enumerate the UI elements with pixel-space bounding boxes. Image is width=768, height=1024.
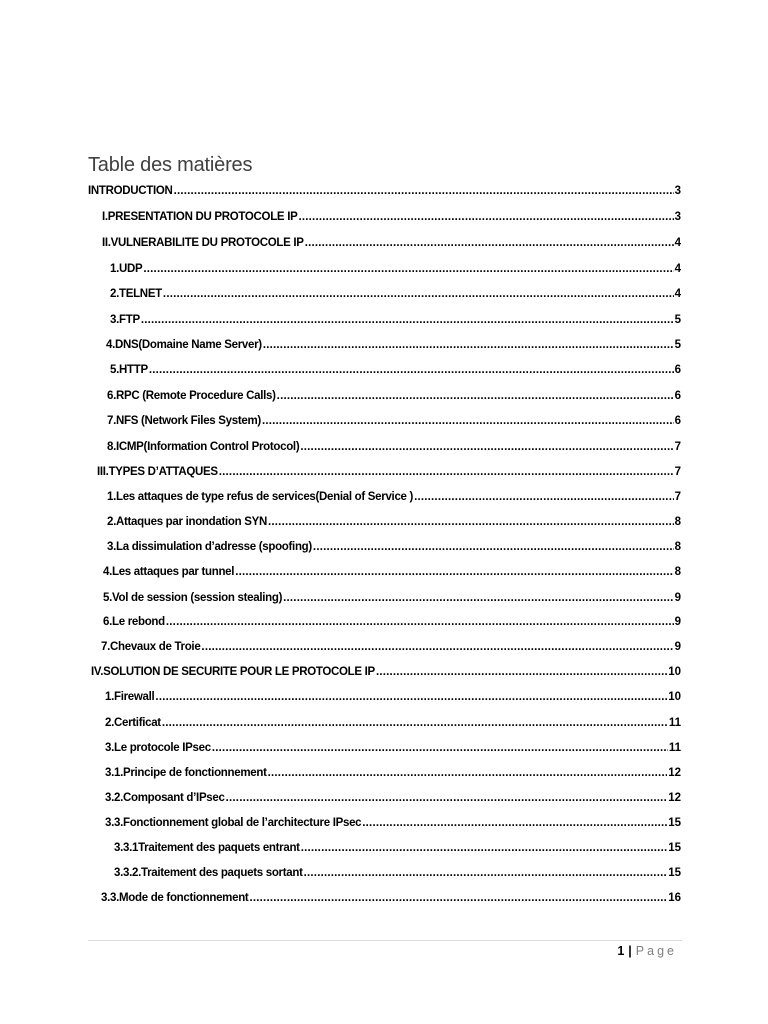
toc-entry-syn-flood[interactable] — [107, 515, 681, 529]
dot-leader — [162, 716, 668, 730]
toc-entry-label: I.PRESENTATION DU PROTOCOLE IP — [102, 211, 298, 223]
dot-leader — [262, 414, 674, 428]
toc-entry-label: 6.RPC (Remote Procedure Calls) — [107, 390, 276, 402]
dot-leader — [268, 515, 674, 529]
toc-entry-udp[interactable] — [110, 262, 681, 276]
toc-entry-page: 4 — [674, 263, 681, 275]
dot-leader — [163, 287, 674, 301]
page-footer — [617, 944, 677, 958]
toc-entry-page: 6 — [674, 415, 681, 427]
toc-entry-label: 4.DNS(Domaine Name Server) — [106, 339, 262, 351]
toc-entry-rebond[interactable] — [103, 615, 681, 629]
toc-entry-page: 15 — [668, 867, 681, 879]
toc-entry-page: 7 — [674, 466, 681, 478]
toc-entry-label: 3.3.Fonctionnement global de l’architecture IPsec — [105, 817, 362, 829]
toc-entry-icmp[interactable] — [107, 440, 681, 454]
dot-leader — [268, 766, 668, 780]
dot-leader — [301, 841, 668, 855]
toc-entry-page: 9 — [674, 616, 681, 628]
toc-entry-section-4[interactable] — [91, 665, 681, 679]
toc-entry-label: 3.3.2.Traitement des paquets sortant — [114, 867, 303, 879]
toc-entry-page: 10 — [668, 691, 681, 703]
toc-entry-page: 12 — [668, 792, 681, 804]
toc-entry-page: 7 — [674, 441, 681, 453]
toc-entry-page: 15 — [668, 842, 681, 854]
toc-entry-page: 9 — [674, 641, 681, 653]
toc-entry-ipsec[interactable] — [105, 741, 681, 755]
toc-entry-label: 1.Firewall — [105, 691, 155, 703]
toc-entry-label: 3.2.Composant d’IPsec — [105, 792, 225, 804]
toc-entry-nfs[interactable] — [107, 414, 681, 428]
dot-leader — [313, 540, 674, 554]
dot-leader — [212, 741, 668, 755]
toc-entry-page: 4 — [674, 237, 681, 249]
dot-leader — [263, 338, 674, 352]
page-number: 1 — [617, 944, 625, 958]
toc-entry-paquets-entrant[interactable] — [114, 841, 681, 855]
dot-leader — [149, 363, 674, 377]
toc-entry-page: 11 — [668, 742, 681, 754]
toc-entry-label: 1.Les attaques de type refus de services(Denial of Service ) — [107, 491, 414, 503]
toc-entry-label: 6.Le rebond — [103, 616, 165, 628]
toc-entry-label: 1.UDP — [110, 263, 143, 275]
dot-leader — [226, 791, 668, 805]
footer-divider — [88, 940, 682, 941]
toc-entry-paquets-sortant[interactable] — [114, 866, 681, 880]
dot-leader — [174, 184, 674, 198]
toc-entry-page: 15 — [668, 817, 681, 829]
toc-entry-fonctionnement-global[interactable] — [105, 816, 681, 830]
toc-entry-page: 5 — [674, 339, 681, 351]
toc-entry-certificat[interactable] — [105, 716, 681, 730]
toc-entry-page: 3 — [674, 211, 681, 223]
dot-leader — [300, 440, 673, 454]
toc-entry-principe[interactable] — [105, 766, 681, 780]
toc-entry-page: 16 — [668, 892, 681, 904]
toc-entry-page: 10 — [668, 666, 681, 678]
toc-entry-label: 3.Le protocole IPsec — [105, 742, 211, 754]
toc-entry-tunnel[interactable] — [103, 565, 681, 579]
toc-entry-label: 8.ICMP(Information Control Protocol) — [107, 441, 300, 453]
dot-leader — [283, 591, 673, 605]
toc-entry-ftp[interactable] — [110, 313, 681, 327]
toc-entry-label: INTRODUCTION — [88, 185, 173, 197]
toc-entry-page: 8 — [674, 541, 681, 553]
toc-entry-label: IV.SOLUTION DE SECURITE POUR LE PROTOCOLE IP — [91, 666, 375, 678]
toc-entry-telnet[interactable] — [110, 287, 681, 301]
toc-entry-firewall[interactable] — [105, 690, 681, 704]
dot-leader — [298, 210, 673, 224]
toc-entry-label: III.TYPES D’ATTAQUES — [97, 466, 218, 478]
footer-separator: | — [628, 944, 632, 958]
toc-title: Table des matières — [88, 154, 253, 176]
dot-leader — [166, 615, 674, 629]
toc-entry-mode-fonctionnement[interactable] — [101, 891, 681, 905]
toc-entry-http[interactable] — [110, 363, 681, 377]
toc-entry-composant[interactable] — [105, 791, 681, 805]
toc-entry-page: 11 — [668, 717, 681, 729]
toc-entry-introduction[interactable] — [88, 184, 681, 198]
dot-leader — [201, 640, 673, 654]
toc-entry-label: 5.HTTP — [110, 364, 148, 376]
toc-entry-label: 3.3.1Traitement des paquets entrant — [114, 842, 300, 854]
toc-entry-label: 3.FTP — [110, 314, 140, 326]
dot-leader — [155, 690, 667, 704]
toc-entry-section-2[interactable] — [102, 236, 681, 250]
toc-entry-spoofing[interactable] — [107, 540, 681, 554]
toc-entry-label: 5.Vol de session (session stealing) — [103, 592, 283, 604]
toc-entry-page: 8 — [674, 516, 681, 528]
toc-entry-section-3[interactable] — [97, 465, 681, 479]
toc-entry-label: 2.TELNET — [110, 288, 162, 300]
toc-entry-label: 3.3.Mode de fonctionnement — [101, 892, 249, 904]
toc-entry-page: 6 — [674, 390, 681, 402]
dot-leader — [235, 565, 673, 579]
dot-leader — [219, 465, 674, 479]
toc-entry-session-stealing[interactable] — [103, 591, 681, 605]
page-word: Page — [635, 944, 677, 958]
toc-entry-label: 3.La dissimulation d’adresse (spoofing) — [107, 541, 312, 553]
toc-entry-label: 3.1.Principe de fonctionnement — [105, 767, 267, 779]
toc-entry-label: 7.NFS (Network Files System) — [107, 415, 261, 427]
toc-entry-label: 2.Certificat — [105, 717, 161, 729]
dot-leader — [277, 389, 674, 403]
toc-entry-page: 8 — [674, 566, 681, 578]
toc-entry-rpc[interactable] — [107, 389, 681, 403]
toc-entry-page: 3 — [674, 185, 681, 197]
toc-entry-label: 7.Chevaux de Troie — [101, 641, 201, 653]
toc-entry-dns[interactable] — [106, 338, 681, 352]
toc-entry-page: 12 — [668, 767, 681, 779]
dot-leader — [249, 891, 667, 905]
dot-leader — [143, 262, 673, 276]
toc-entry-label: II.VULNERABILITE DU PROTOCOLE IP — [102, 237, 304, 249]
toc-entry-page: 4 — [674, 288, 681, 300]
toc-entry-page: 9 — [674, 592, 681, 604]
dot-leader — [141, 313, 674, 327]
toc-entry-trojans[interactable] — [101, 640, 681, 654]
toc-entry-label: 4.Les attaques par tunnel — [103, 566, 235, 578]
dot-leader — [362, 816, 667, 830]
dot-leader — [304, 866, 668, 880]
dot-leader — [376, 665, 667, 679]
toc-entry-section-1[interactable] — [102, 210, 681, 224]
toc-entry-page: 7 — [674, 491, 681, 503]
toc-entry-page: 5 — [674, 314, 681, 326]
toc-entry-page: 6 — [674, 364, 681, 376]
dot-leader — [305, 236, 674, 250]
dot-leader — [414, 490, 674, 504]
toc-entry-label: 2.Attaques par inondation SYN — [107, 516, 267, 528]
toc-entry-denial-of-service[interactable] — [107, 490, 681, 504]
